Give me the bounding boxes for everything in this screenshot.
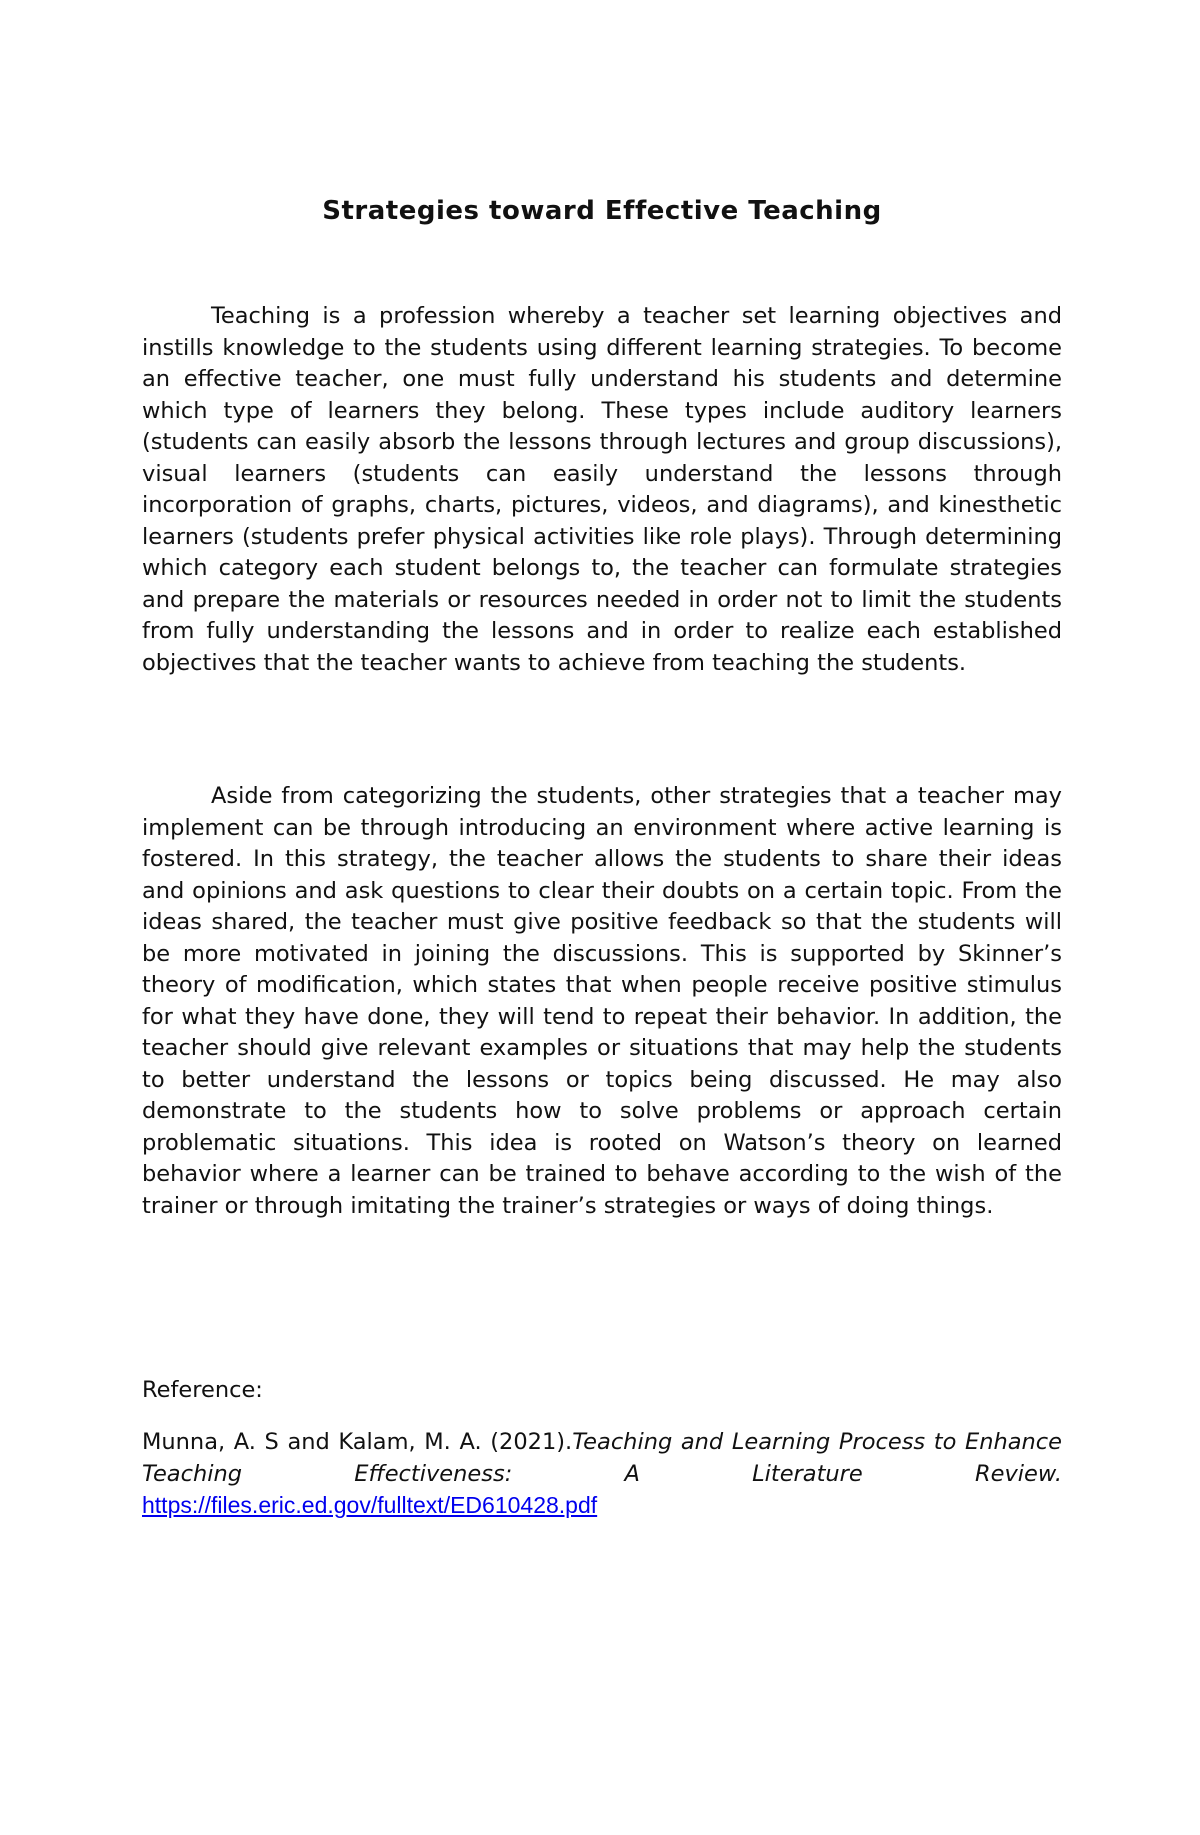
reference-heading: Reference: (142, 1377, 263, 1403)
reference-authors: Munna, A. S and Kalam, M. A. (2021). (142, 1429, 573, 1455)
reference-link[interactable]: https://files.eric.ed.gov/fulltext/ED610428.pdf (142, 1492, 598, 1518)
body-paragraph-1: Teaching is a profession whereby a teacher set learning objectives and instills knowledge to the students using different learning strategies. To become an effective teacher, one must fully understand his students and determine which type of learners they belong. These types include auditory learners (students can easily absorb the lessons through lectures and group discussions), visual learners (students can easily understand the lessons through incorporation of graphs, charts, pictures, videos, and diagrams), and kinesthetic learners (students prefer physical activities like role plays). Through determining which category each student belongs to, the teacher can formulate strategies and prepare the materials or resources needed in order not to limit the students from fully understanding the lessons and in order to realize each established objectives that the teacher wants to achieve from teaching the students. (142, 303, 1062, 676)
reference-entry (142, 1427, 1062, 1523)
reference-work-title: Teaching and Learning Process to Enhance Teaching Effectiveness: A Literature Review. (142, 1429, 1062, 1487)
body-paragraph-2: Aside from categorizing the students, other strategies that a teacher may implement can be through introducing an environment where active learning is fostered. In this strategy, the teacher allows the students to share their ideas and opinions and ask questions to clear their doubts on a certain topic. From the ideas shared, the teacher must give positive feedback so that the students will be more motivated in joining the discussions. This is supported by Skinner’s theory of modification, which states that when people receive positive stimulus for what they have done, they will tend to repeat their behavior. In addition, the teacher should give relevant examples or situations that may help the students to better understand the lessons or topics being discussed. He may also demonstrate to the students how to solve problems or approach certain problematic situations. This idea is rooted on Watson’s theory on learned behavior where a learner can be trained to behave according to the wish of the trainer or through imitating the trainer’s strategies or ways of doing things. (142, 783, 1062, 1219)
document-title: Strategies toward Effective Teaching (322, 196, 882, 226)
